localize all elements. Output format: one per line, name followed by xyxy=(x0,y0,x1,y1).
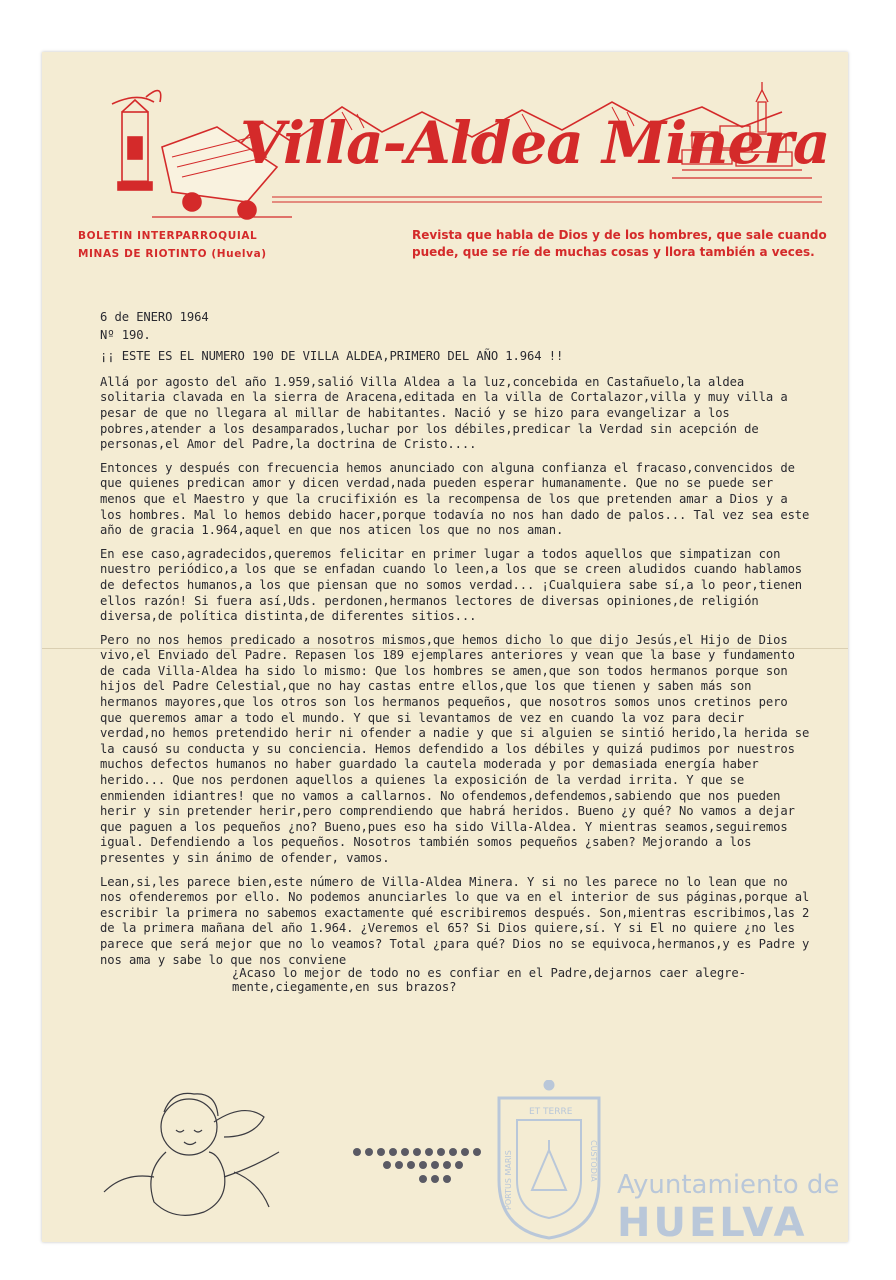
issue-number: Nº 190. xyxy=(100,327,151,342)
rail-line xyxy=(272,197,822,202)
newsletter-page xyxy=(42,52,848,1242)
shield-text-top: ET TERRE xyxy=(529,1107,573,1117)
publisher-line-1: BOLETIN INTERPARROQUIAL xyxy=(78,230,258,242)
tagline xyxy=(412,227,832,261)
newsletter-title: Villa-Aldea Minera xyxy=(240,109,830,177)
paragraph: En ese caso,agradecidos,queremos felicitar en primer lugar a todos aquellos que simpatizan con nuestro periódico,a los que se enfadan cuando lo leen,a los que se creen aludidos cuando hablamos de defectos humanos,a los que piensan que no somos verdad... ¡Cualquiera sabe sí,a lo peor,tienen ellos razón! Si fuera así,Uds. perdonen,hermanos lectores de diversas opiniones,de religión diversa,de política distinta,de diferentes sitios... xyxy=(100,546,803,624)
publisher-line-2: MINAS DE RIOTINTO (Huelva) xyxy=(78,248,267,260)
letter-headline: ¡¡ ESTE ES EL NUMERO 190 DE VILLA ALDEA,PRIMERO DEL AÑO 1.964 !! xyxy=(100,349,564,364)
paragraph: Allá por agosto del año 1.959,salió Villa Aldea a la luz,concebida en Castañuelo,la aldea solitaria clavada en la sierra de Aracena,editada en la villa de Cortalazor,villa y muy villa a pesar de que no llegara al millar de habitantes. Nació y se hizo para evangelizar a los pobres,atender a los desamparados,luchar por los débiles,predicar la Verdad sin acepción de personas,el Amor del Padre,la doctrina de Cristo.... xyxy=(100,374,788,452)
decorative-stamp-icon xyxy=(347,1137,497,1207)
watermark-line-1: Ayuntamiento de xyxy=(617,1170,840,1200)
closing-line-1: ¿Acaso lo mejor de todo no es confiar en el Padre,dejarnos caer alegre- xyxy=(232,966,746,981)
paragraph: Entonces y después con frecuencia hemos anunciado con alguna confianza el fracaso,convencidos de que quienes predican amor y dicen verdad,nada pueden esperar humanamente. Que no se puede ser menos que el Maestro y que la crucifixión es la recompensa de los que pretenden amar a Dios y a los hombres. Mal lo hemos debido hacer,porque todavía no nos han dado de palos... Tal vez sea este año de gracia 1.964,aquel en que nos aticen los que no nos aman. xyxy=(100,460,810,538)
closing-line-2: mente,ciegamente,en sus brazos? xyxy=(232,979,457,994)
letter-date: 6 de ENERO 1964 xyxy=(100,310,209,324)
paragraph: Pero no nos hemos predicado a nosotros mismos,que hemos dicho lo que dijo Jesús,el Hijo de Dios vivo,el Enviado del Padre. Repasen los 189 ejemplares anteriores y vean que la base y fundamento de cada Villa-Aldea ha sido lo mismo: Que los hombres se amen,que son todos hermanos porque son hijos del Padre Celestial,que no hay castas entre ellos,que los que tienen y saben más son hermanos mayores,que los otros son los hermanos pequeños, que nosotros somos unos cretinos pero que queremos amar a todo el mundo. Y que si levantamos de vez en cuando la voz para decir verdad,no hemos pretendido herir ni ofender a nadie y que si alguien se sintió herido,la herida se la causó su conducta y su conciencia. Hemos defendido a los débiles y quizá pudimos por nuestros muchos defectos humanos no haber guardado la cautela moderada y por demasiada energía haber herido... Que nos perdonen aquellos a quienes la exposición de la verdad irrita. Y que se enmienden idiantres! que no vamos a callarnos. No ofendemos,defendemos,sabiendo que nos pueden herir y sin pretender herir,pero comprendiendo que habrá heridos. Bueno ¿y qué? No vamos a dejar que paguen a los pequeños ¿no? Bueno,pues eso ha sido Villa-Aldea. Y mientras seamos,seguiremos igual. Defendiendo a los pequeños. Nosotros también somos pequeños ¿saben? Mejorando a los presentes y sin ánimo de ofender, vamos. xyxy=(100,632,810,865)
tagline-line-1: Revista que habla de Dios y de los hombres, que sale cuando xyxy=(412,228,827,242)
publisher-block xyxy=(78,227,267,263)
masthead xyxy=(42,52,848,262)
city-shield-icon xyxy=(487,1080,612,1240)
paragraph: Lean,si,les parece bien,este número de Villa-Aldea Minera. Y si no les parece no lo lean que no nos ofenderemos por ello. No podemos anunciarles lo que va en el interior de sus páginas,porque al escribir la primera no sabemos exactamente qué escribiremos después. Son,mientras escribimos,las 2 de la primera mañana del año 1.964. ¿Veremos el 65? Si Dios quiere,sí. Y si El no quiere ¿no les parece que será mejor que no lo veamos? Total ¿para qué? Dios no se equivoca,hermanos,y es Padre y nos ama y sabe lo que nos conviene xyxy=(100,874,810,967)
watermark-line-2: HUELVA xyxy=(617,1200,808,1246)
cherub-drawing-icon xyxy=(94,1082,304,1232)
letter-body xyxy=(100,310,812,995)
tagline-line-2: puede, que se ríe de muchas cosas y llora también a veces. xyxy=(412,245,815,259)
shield-text-left: PORTUS MARIS xyxy=(504,1150,513,1210)
miner-lamp-icon xyxy=(112,91,161,190)
shield-text-right: CUSTODIA xyxy=(589,1140,598,1182)
huelva-watermark xyxy=(487,1080,840,1246)
